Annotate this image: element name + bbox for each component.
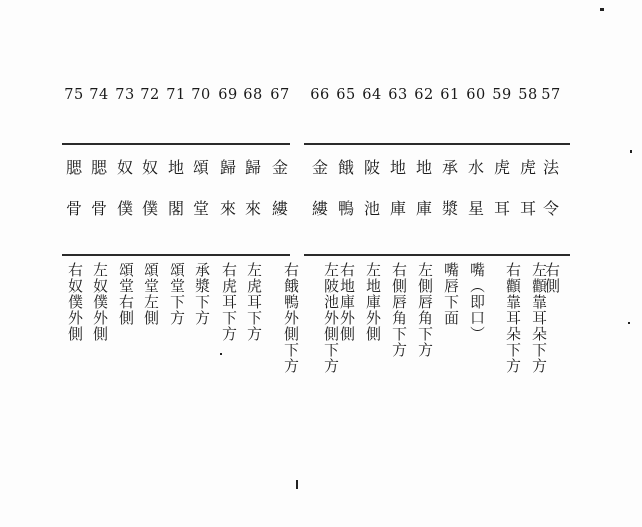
point-name-char-2: 堂 <box>192 199 209 218</box>
point-name-char-2: 縷 <box>311 199 328 218</box>
point-name-char-1: 水 <box>467 158 484 177</box>
point-name-char-1: 地 <box>415 158 432 177</box>
point-name-char-1: 歸 <box>244 158 261 177</box>
scan-speck-bottom <box>296 480 298 489</box>
point-name-char-2: 縷 <box>271 199 288 218</box>
column-number: 58 <box>518 87 538 103</box>
point-name-char-1: 歸 <box>219 158 236 177</box>
point-name-char-1: 餓 <box>337 158 354 177</box>
divider-rule-left <box>62 254 290 256</box>
point-name-char-1: 腮 <box>90 158 107 177</box>
point-name-char-1: 地 <box>167 158 184 177</box>
point-location: 嘴唇下面 <box>442 262 459 326</box>
point-name-char-2: 庫 <box>389 199 406 218</box>
point-location: 左虎耳下方 <box>245 262 262 342</box>
point-name-char-2: 僕 <box>116 199 133 218</box>
point-name-char-2: 骨 <box>90 199 107 218</box>
point-name-char-1: 陂 <box>363 158 380 177</box>
point-location: 左陂池外側下方 <box>322 262 339 374</box>
column-number: 75 <box>64 87 84 103</box>
point-name-char-2: 庫 <box>415 199 432 218</box>
point-location: 承漿下方 <box>193 262 210 326</box>
point-location: 右地庫外側 <box>338 262 355 342</box>
point-location: 右側 <box>543 262 560 294</box>
header-rule-right <box>304 143 570 145</box>
point-name-char-1: 虎 <box>519 158 536 177</box>
point-name-char-1: 虎 <box>493 158 510 177</box>
point-name-char-2: 閣 <box>167 199 184 218</box>
point-name-char-2: 來 <box>244 199 261 218</box>
column-number: 71 <box>166 87 186 103</box>
point-name-char-2: 來 <box>219 199 236 218</box>
point-name-char-1: 腮 <box>65 158 82 177</box>
column-number: 74 <box>89 87 109 103</box>
column-number: 72 <box>140 87 160 103</box>
scan-speck-right <box>630 150 632 153</box>
point-location: 嘴︵即口︶ <box>468 262 485 342</box>
column-number: 57 <box>541 87 561 103</box>
point-location: 左側唇角下方 <box>416 262 433 358</box>
column-number: 59 <box>492 87 512 103</box>
column-number: 69 <box>218 87 238 103</box>
point-name-char-2: 令 <box>542 199 559 218</box>
point-name-char-2: 耳 <box>519 199 536 218</box>
scan-speck-top-right <box>600 8 604 11</box>
point-location: 右顴靠耳朵下方 <box>504 262 521 374</box>
point-location: 頌堂右側 <box>117 262 134 326</box>
point-name-char-1: 頌 <box>192 158 209 177</box>
point-name-char-1: 金 <box>271 158 288 177</box>
point-location: 右側唇角下方 <box>390 262 407 358</box>
point-name-char-1: 法 <box>542 158 559 177</box>
point-name-char-1: 承 <box>441 158 458 177</box>
column-number: 66 <box>310 87 330 103</box>
point-location: 頌堂左側 <box>142 262 159 326</box>
point-name-char-2: 星 <box>467 199 484 218</box>
point-location: 右奴僕外側 <box>66 262 83 342</box>
column-number: 63 <box>388 87 408 103</box>
divider-rule-right <box>304 254 570 256</box>
point-name-char-2: 僕 <box>141 199 158 218</box>
point-location: 左奴僕外側 <box>91 262 108 342</box>
point-name-char-2: 漿 <box>441 199 458 218</box>
point-name-char-1: 奴 <box>116 158 133 177</box>
point-name-char-1: 奴 <box>141 158 158 177</box>
point-location: 右虎耳下方 <box>220 262 237 342</box>
point-name-char-1: 地 <box>389 158 406 177</box>
point-location: 左顴靠耳朵下方 <box>530 262 547 374</box>
point-name-char-2: 耳 <box>493 199 510 218</box>
column-number: 62 <box>414 87 434 103</box>
column-number: 64 <box>362 87 382 103</box>
column-number: 60 <box>466 87 486 103</box>
column-number: 70 <box>191 87 211 103</box>
point-name-char-1: 金 <box>311 158 328 177</box>
point-location: 左地庫外側 <box>364 262 381 342</box>
column-number: 73 <box>115 87 135 103</box>
point-name-char-2: 鴨 <box>337 199 354 218</box>
column-number: 61 <box>440 87 460 103</box>
point-location: 頌堂下方 <box>168 262 185 326</box>
scan-speck-right-2 <box>628 322 630 324</box>
point-name-char-2: 骨 <box>65 199 82 218</box>
point-name-char-2: 池 <box>363 199 380 218</box>
column-number: 65 <box>336 87 356 103</box>
column-number: 68 <box>243 87 263 103</box>
header-rule-left <box>62 143 290 145</box>
point-location: 右餓鴨外側下方 <box>282 262 299 374</box>
column-number: 67 <box>270 87 290 103</box>
scan-speck-mid <box>220 353 222 355</box>
